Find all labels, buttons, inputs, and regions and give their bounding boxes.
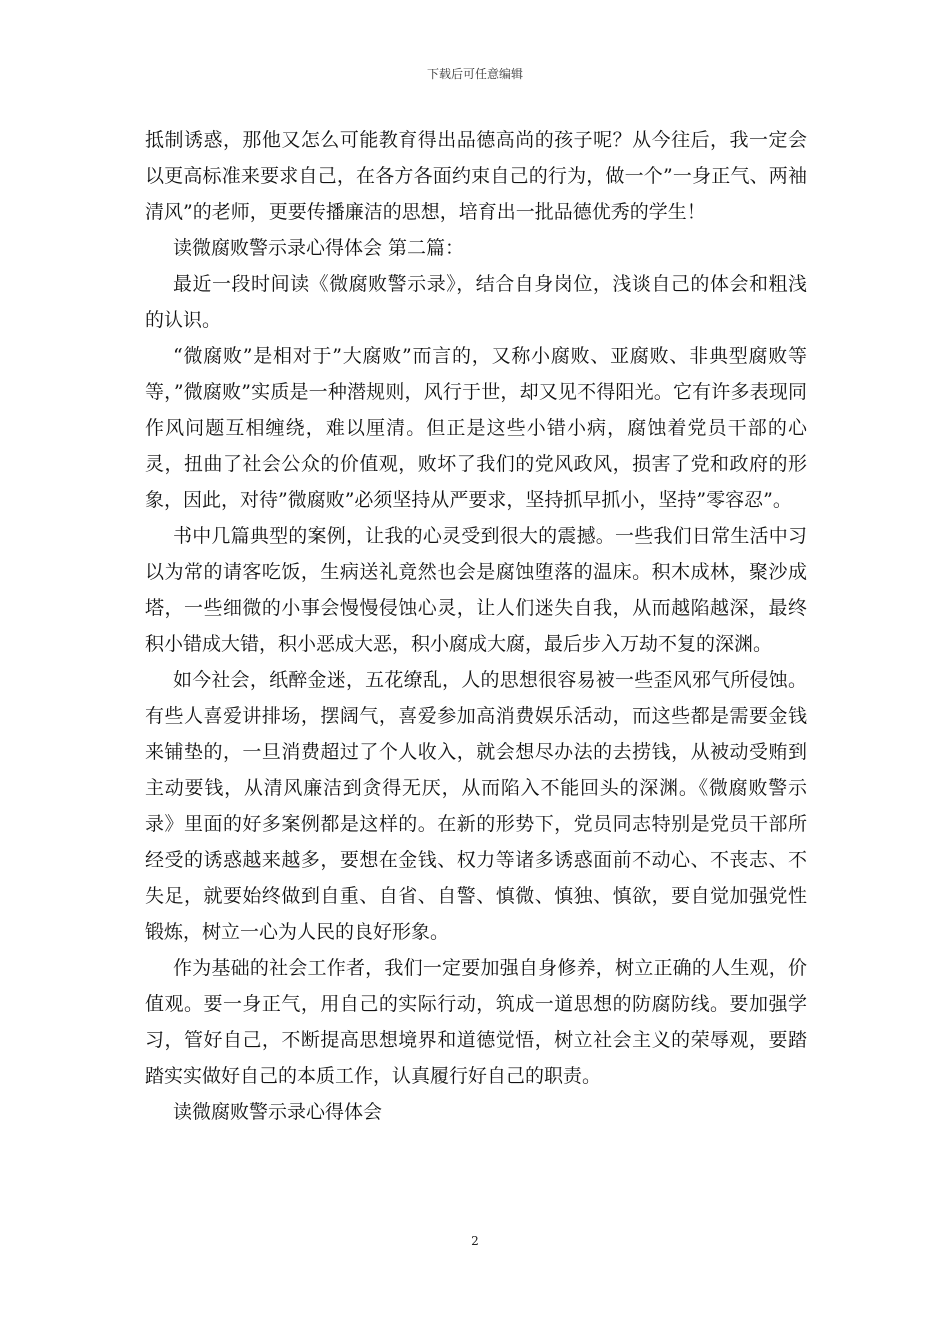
document-body xyxy=(145,122,807,1130)
paragraph-definition: “微腐败”是相对于”大腐败”而言的，又称小腐败、亚腐败、非典型腐败等等，”微腐败”实质是一种潜规则，风行于世，却又见不得阳光。它有许多表现同作风问题互相缠绕，难以厘清。但正是这些小错小病，腐蚀着党员干部的心灵，扭曲了社会公众的价值观，败坏了我们的党风政风，损害了党和政府的形象，因此，对待”微腐败”必须坚持从严要求，坚持抓早抓小，坚持”零容忍”。 xyxy=(145,345,807,511)
paragraph-cases: 书中几篇典型的案例，让我的心灵受到很大的震撼。一些我们日常生活中习以为常的请客吃饭，生病送礼竟然也会是腐蚀堕落的温床。积木成林，聚沙成塔，一些细微的小事会慢慢侵蚀心灵，让人们迷失自我，从而越陷越深，最终积小错成大错，积小恶成大恶，积小腐成大腐，最后步入万劫不复的深渊。 xyxy=(145,525,807,655)
page-header: 下载后可任意编辑 xyxy=(426,67,523,81)
paragraph-continuation: 抵制诱惑，那他又怎么可能教育得出品德高尚的孩子呢？从今往后，我一定会以更高标准来要求自己，在各方各面约束自己的行为，做一个”一身正气、两袖清风”的老师，更要传播廉洁的思想，培育出一批品德优秀的学生！ xyxy=(145,129,807,223)
section-heading-part-two: 读微腐败警示录心得体会 第二篇： xyxy=(173,237,465,259)
paragraph-intro: 最近一段时间读《微腐败警示录》，结合自身岗位，浅谈自己的体会和粗浅的认识。 xyxy=(145,273,807,331)
paragraph-conclusion: 作为基础的社会工作者，我们一定要加强自身修养，树立正确的人生观，价值观。要一身正气，用自己的实际行动，筑成一道思想的防腐防线。要加强学习，管好自己，不断提高思想境界和道德觉悟，树立社会主义的荣辱观，要踏踏实实做好自己的本质工作，认真履行好自己的职责。 xyxy=(145,957,807,1087)
section-heading-next: 读微腐败警示录心得体会 xyxy=(173,1101,383,1123)
paragraph-society: 如今社会，纸醉金迷，五花缭乱，人的思想很容易被一些歪风邪气所侵蚀。有些人喜爱讲排场，摆阔气，喜爱参加高消费娱乐活动，而这些都是需要金钱来铺垫的，一旦消费超过了个人收入，就会想尽办法的去捞钱，从被动受贿到主动要钱，从清风廉洁到贪得无厌，从而陷入不能回头的深渊。《微腐败警示录》里面的好多案例都是这样的。在新的形势下，党员同志特别是党员干部所经受的诱惑越来越多，要想在金钱、权力等诸多诱惑面前不动心、不丧志、不失足，就要始终做到自重、自省、自警、慎微、慎独、慎欲，要自觉加强党性锻炼，树立一心为人民的良好形象。 xyxy=(145,669,807,943)
page-number: 2 xyxy=(471,1234,479,1248)
